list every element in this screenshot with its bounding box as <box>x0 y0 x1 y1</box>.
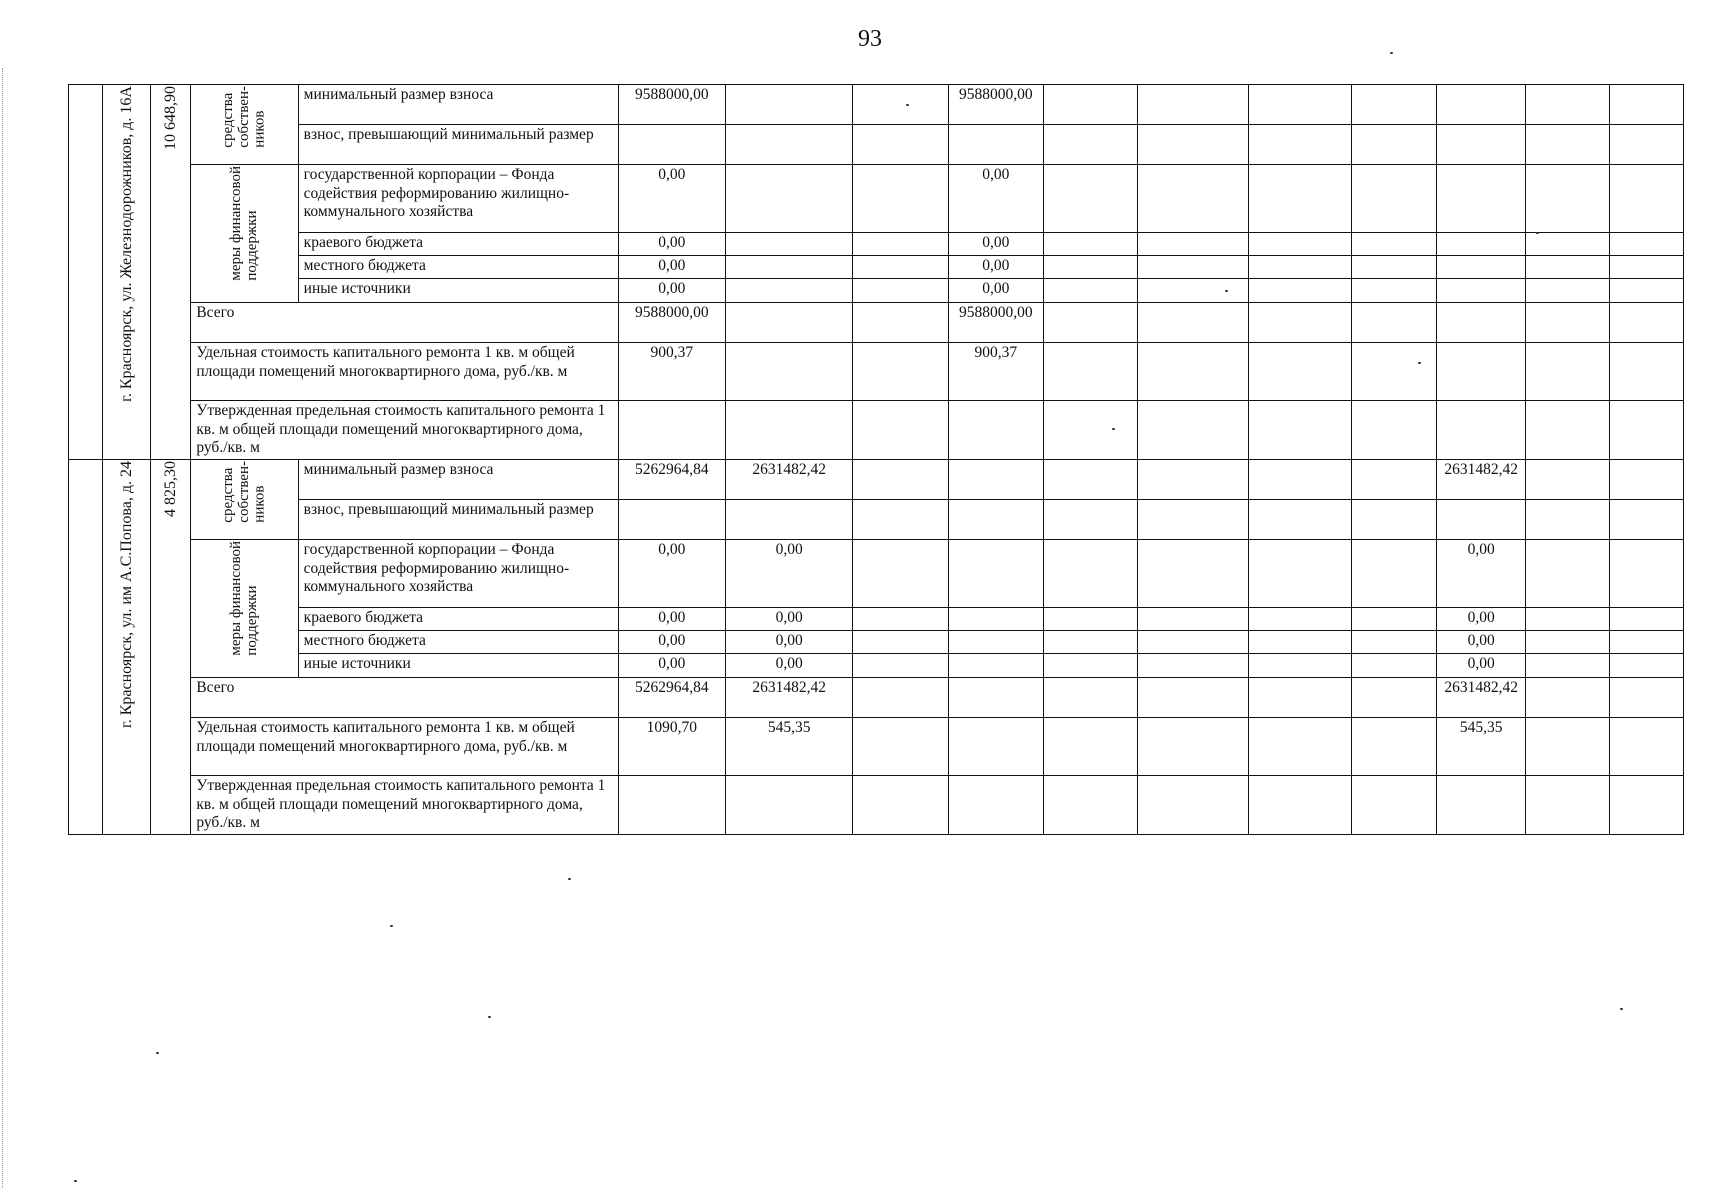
value-cell <box>1138 279 1248 303</box>
value-cell <box>1138 343 1248 401</box>
value-cell <box>1248 608 1351 631</box>
value-cell <box>1526 401 1609 460</box>
own-funds-label-line: средства <box>219 92 236 148</box>
area-cell <box>151 85 191 460</box>
value-cell: 0,00 <box>618 631 725 654</box>
value-cell <box>1609 776 1683 835</box>
value-cell <box>725 401 852 460</box>
value-cell <box>1043 303 1137 343</box>
value-cell <box>948 631 1043 654</box>
value-cell <box>1043 678 1137 718</box>
value-cell <box>1526 460 1609 500</box>
scan-speck <box>1225 290 1228 292</box>
value-cell: 0,00 <box>618 540 725 608</box>
value-cell <box>853 303 948 343</box>
scan-speck <box>390 925 393 927</box>
scan-speck <box>906 104 909 106</box>
area-cell <box>151 460 191 835</box>
value-cell: 0,00 <box>618 279 725 303</box>
value-cell: 2631482,42 <box>725 460 852 500</box>
value-cell <box>618 401 725 460</box>
value-cell: 2631482,42 <box>1437 460 1526 500</box>
value-cell: 0,00 <box>1437 631 1526 654</box>
value-cell <box>1248 654 1351 678</box>
scan-speck <box>1112 428 1115 430</box>
row-label-regional: краевого бюджета <box>298 233 618 256</box>
scan-speck <box>488 1016 491 1018</box>
capital-repair-table <box>68 84 1684 835</box>
value-cell <box>1609 540 1683 608</box>
support-label <box>229 541 261 656</box>
value-cell: 0,00 <box>725 540 852 608</box>
value-cell: 545,35 <box>725 718 852 776</box>
value-cell: 9588000,00 <box>948 85 1043 125</box>
value-cell <box>1351 256 1436 279</box>
value-cell <box>1351 401 1436 460</box>
value-cell <box>1043 85 1137 125</box>
value-cell: 2631482,42 <box>1437 678 1526 718</box>
value-cell: 0,00 <box>1437 608 1526 631</box>
value-cell <box>948 654 1043 678</box>
row-label-other: иные источники <box>298 279 618 303</box>
value-cell: 0,00 <box>725 654 852 678</box>
value-cell: 0,00 <box>618 256 725 279</box>
value-cell <box>1351 165 1436 233</box>
value-cell <box>1351 303 1436 343</box>
value-cell <box>1526 678 1609 718</box>
value-cell <box>1526 718 1609 776</box>
value-cell <box>1043 608 1137 631</box>
value-cell <box>1043 654 1137 678</box>
value-cell: 0,00 <box>618 233 725 256</box>
table-row <box>69 303 1684 343</box>
value-cell <box>1138 678 1248 718</box>
value-cell <box>1437 776 1526 835</box>
value-cell <box>1609 303 1683 343</box>
value-cell <box>948 678 1043 718</box>
support-label <box>229 166 261 281</box>
value-cell <box>948 500 1043 540</box>
value-cell <box>1351 85 1436 125</box>
value-cell <box>1351 654 1436 678</box>
table-row <box>69 279 1684 303</box>
value-cell <box>1437 165 1526 233</box>
value-cell: 1090,70 <box>618 718 725 776</box>
value-cell <box>853 233 948 256</box>
margin-rule <box>2 68 4 1188</box>
value-cell <box>1138 718 1248 776</box>
own-funds-label-cell <box>191 85 298 165</box>
value-cell <box>1526 279 1609 303</box>
value-cell <box>1437 85 1526 125</box>
row-label-local: местного бюджета <box>298 256 618 279</box>
value-cell <box>1526 256 1609 279</box>
value-cell: 0,00 <box>618 654 725 678</box>
own-funds-label-line: ников <box>251 485 268 523</box>
table-row <box>69 678 1684 718</box>
value-cell: 9588000,00 <box>618 303 725 343</box>
table-row <box>69 460 1684 500</box>
value-cell <box>1138 460 1248 500</box>
address-text: г. Красноярск, ул. Железнодорожников, д. 16А <box>118 86 136 402</box>
value-cell <box>1609 631 1683 654</box>
value-cell <box>1351 776 1436 835</box>
value-cell <box>948 540 1043 608</box>
area-text: 4 825,30 <box>162 461 180 517</box>
address-text: г. Красноярск, ул. им А.С.Попова, д. 24 <box>118 461 136 729</box>
value-cell <box>1248 678 1351 718</box>
value-cell <box>853 776 948 835</box>
value-cell: 900,37 <box>618 343 725 401</box>
row-label-fund: государственной корпорации – Фонда содействия реформированию жилищно-коммунального хозяйства <box>298 540 618 608</box>
value-cell <box>948 401 1043 460</box>
scan-speck <box>1536 232 1539 234</box>
value-cell <box>1043 401 1137 460</box>
value-cell <box>948 718 1043 776</box>
row-label-regional: краевого бюджета <box>298 608 618 631</box>
support-label-line: поддержки <box>243 210 260 281</box>
value-cell: 545,35 <box>1437 718 1526 776</box>
value-cell <box>853 343 948 401</box>
value-cell <box>725 776 852 835</box>
value-cell <box>1609 233 1683 256</box>
value-cell <box>1609 678 1683 718</box>
own-funds-label-line: собствен- <box>235 461 252 523</box>
value-cell <box>1437 303 1526 343</box>
value-cell <box>725 279 852 303</box>
row-label-total: Всего <box>191 678 618 718</box>
value-cell <box>1609 85 1683 125</box>
value-cell <box>1351 233 1436 256</box>
table-row <box>69 776 1684 835</box>
value-cell <box>1351 718 1436 776</box>
value-cell <box>853 279 948 303</box>
value-cell <box>1248 500 1351 540</box>
value-cell <box>853 165 948 233</box>
value-cell <box>1609 608 1683 631</box>
value-cell <box>1248 460 1351 500</box>
area-text: 10 648,90 <box>162 86 180 150</box>
value-cell: 0,00 <box>618 165 725 233</box>
value-cell <box>1526 85 1609 125</box>
value-cell <box>1043 718 1137 776</box>
page-number: 93 <box>858 26 882 52</box>
row-label-local: местного бюджета <box>298 631 618 654</box>
value-cell <box>1138 401 1248 460</box>
value-cell: 0,00 <box>1437 540 1526 608</box>
value-cell <box>1526 125 1609 165</box>
scan-speck <box>74 1180 77 1182</box>
value-cell <box>1043 125 1137 165</box>
value-cell <box>725 165 852 233</box>
value-cell <box>853 85 948 125</box>
row-label-unit_cost: Удельная стоимость капитального ремонта 1 кв. м общей площади помещений многоквартирного дома, руб./кв. м <box>191 343 618 401</box>
value-cell <box>1437 125 1526 165</box>
value-cell <box>1526 500 1609 540</box>
value-cell <box>1248 540 1351 608</box>
value-cell <box>1043 279 1137 303</box>
table-row <box>69 631 1684 654</box>
value-cell <box>1351 125 1436 165</box>
table-row <box>69 608 1684 631</box>
value-cell <box>853 608 948 631</box>
value-cell <box>1351 279 1436 303</box>
value-cell <box>1043 233 1137 256</box>
value-cell <box>1138 608 1248 631</box>
scan-speck <box>1390 52 1393 54</box>
value-cell <box>1043 256 1137 279</box>
value-cell: 0,00 <box>725 608 852 631</box>
value-cell <box>1043 460 1137 500</box>
value-cell <box>853 678 948 718</box>
table-row <box>69 654 1684 678</box>
value-cell <box>1138 776 1248 835</box>
value-cell <box>1526 303 1609 343</box>
own-funds-label <box>221 461 268 523</box>
own-funds-label-cell <box>191 460 298 540</box>
value-cell <box>1248 401 1351 460</box>
value-cell <box>1526 343 1609 401</box>
value-cell <box>1609 256 1683 279</box>
row-label-other: иные источники <box>298 654 618 678</box>
value-cell <box>853 256 948 279</box>
value-cell <box>1248 165 1351 233</box>
value-cell <box>618 776 725 835</box>
value-cell <box>1043 631 1137 654</box>
value-cell <box>853 540 948 608</box>
index-cell <box>69 85 103 460</box>
value-cell: 900,37 <box>948 343 1043 401</box>
value-cell: 0,00 <box>948 256 1043 279</box>
value-cell <box>1437 256 1526 279</box>
support-label-cell <box>191 165 298 303</box>
scan-speck <box>1620 1008 1623 1010</box>
scan-speck <box>568 878 571 880</box>
value-cell <box>1138 85 1248 125</box>
row-label-max_cost: Утвержденная предельная стоимость капитального ремонта 1 кв. м общей площади помещений многоквартирного дома, руб./кв. м <box>191 401 618 460</box>
row-label-over: взнос, превышающий минимальный размер <box>298 125 618 165</box>
address-cell <box>103 460 151 835</box>
value-cell <box>1609 279 1683 303</box>
value-cell <box>725 343 852 401</box>
own-funds-label <box>221 86 268 148</box>
row-label-min: минимальный размер взноса <box>298 460 618 500</box>
table-row <box>69 165 1684 233</box>
value-cell <box>1248 718 1351 776</box>
value-cell <box>1248 343 1351 401</box>
value-cell <box>1248 279 1351 303</box>
scan-speck <box>156 1052 159 1054</box>
value-cell <box>1526 540 1609 608</box>
value-cell <box>725 125 852 165</box>
value-cell <box>853 460 948 500</box>
value-cell <box>1043 165 1137 233</box>
value-cell <box>1609 343 1683 401</box>
value-cell <box>853 654 948 678</box>
value-cell <box>1043 540 1137 608</box>
value-cell <box>1138 233 1248 256</box>
value-cell <box>1609 401 1683 460</box>
value-cell <box>1437 401 1526 460</box>
row-label-unit_cost: Удельная стоимость капитального ремонта 1 кв. м общей площади помещений многоквартирного дома, руб./кв. м <box>191 718 618 776</box>
value-cell <box>1138 654 1248 678</box>
own-funds-label-line: собствен- <box>235 86 252 148</box>
value-cell <box>1437 233 1526 256</box>
support-label-line: поддержки <box>243 585 260 656</box>
value-cell <box>853 718 948 776</box>
value-cell <box>853 631 948 654</box>
value-cell <box>1609 718 1683 776</box>
value-cell <box>1437 343 1526 401</box>
table-row <box>69 540 1684 608</box>
row-label-over: взнос, превышающий минимальный размер <box>298 500 618 540</box>
value-cell <box>1526 233 1609 256</box>
value-cell <box>1043 500 1137 540</box>
row-label-total: Всего <box>191 303 618 343</box>
support-label-line: меры финансовой <box>227 541 244 656</box>
support-label-line: меры финансовой <box>227 166 244 281</box>
row-label-min: минимальный размер взноса <box>298 85 618 125</box>
value-cell <box>1248 631 1351 654</box>
value-cell <box>1248 776 1351 835</box>
value-cell <box>1609 500 1683 540</box>
value-cell <box>1138 125 1248 165</box>
value-cell <box>618 125 725 165</box>
value-cell <box>853 401 948 460</box>
value-cell <box>853 125 948 165</box>
value-cell <box>1351 460 1436 500</box>
value-cell: 0,00 <box>948 165 1043 233</box>
value-cell <box>1609 165 1683 233</box>
index-cell <box>69 460 103 835</box>
value-cell <box>948 125 1043 165</box>
value-cell <box>1351 678 1436 718</box>
value-cell <box>1138 303 1248 343</box>
table-row <box>69 500 1684 540</box>
value-cell <box>1526 608 1609 631</box>
value-cell <box>725 500 852 540</box>
value-cell <box>1351 540 1436 608</box>
value-cell <box>1609 460 1683 500</box>
value-cell <box>1351 631 1436 654</box>
value-cell: 5262964,84 <box>618 460 725 500</box>
support-label-cell <box>191 540 298 678</box>
row-label-max_cost: Утвержденная предельная стоимость капитального ремонта 1 кв. м общей площади помещений многоквартирного дома, руб./кв. м <box>191 776 618 835</box>
value-cell <box>948 608 1043 631</box>
value-cell <box>1248 303 1351 343</box>
value-cell <box>1248 233 1351 256</box>
value-cell <box>853 500 948 540</box>
table-row <box>69 233 1684 256</box>
table-row <box>69 125 1684 165</box>
value-cell <box>1526 631 1609 654</box>
value-cell: 0,00 <box>948 233 1043 256</box>
table-row <box>69 343 1684 401</box>
scan-speck <box>1418 362 1421 364</box>
value-cell <box>1609 654 1683 678</box>
value-cell <box>1609 125 1683 165</box>
value-cell <box>1248 256 1351 279</box>
value-cell <box>1138 165 1248 233</box>
table-row <box>69 85 1684 125</box>
table-row <box>69 401 1684 460</box>
value-cell: 9588000,00 <box>618 85 725 125</box>
value-cell <box>1043 343 1137 401</box>
value-cell: 2631482,42 <box>725 678 852 718</box>
value-cell <box>1437 279 1526 303</box>
value-cell <box>1248 85 1351 125</box>
value-cell <box>1043 776 1137 835</box>
value-cell <box>1138 540 1248 608</box>
value-cell <box>1351 608 1436 631</box>
value-cell <box>725 256 852 279</box>
value-cell: 5262964,84 <box>618 678 725 718</box>
table-row <box>69 256 1684 279</box>
own-funds-label-line: средства <box>219 467 236 523</box>
value-cell <box>618 500 725 540</box>
row-label-fund: государственной корпорации – Фонда содействия реформированию жилищно-коммунального хозяйства <box>298 165 618 233</box>
value-cell <box>1351 500 1436 540</box>
own-funds-label-line: ников <box>251 110 268 148</box>
value-cell <box>725 303 852 343</box>
table-row <box>69 718 1684 776</box>
value-cell <box>725 85 852 125</box>
value-cell: 0,00 <box>1437 654 1526 678</box>
value-cell: 0,00 <box>948 279 1043 303</box>
value-cell <box>1138 256 1248 279</box>
value-cell <box>1351 343 1436 401</box>
value-cell: 9588000,00 <box>948 303 1043 343</box>
value-cell: 0,00 <box>725 631 852 654</box>
value-cell <box>1437 500 1526 540</box>
value-cell <box>948 776 1043 835</box>
value-cell <box>1248 125 1351 165</box>
value-cell <box>1526 776 1609 835</box>
value-cell <box>725 233 852 256</box>
value-cell <box>1138 631 1248 654</box>
value-cell <box>1526 654 1609 678</box>
address-cell <box>103 85 151 460</box>
value-cell <box>1138 500 1248 540</box>
value-cell <box>1526 165 1609 233</box>
value-cell: 0,00 <box>618 608 725 631</box>
value-cell <box>948 460 1043 500</box>
